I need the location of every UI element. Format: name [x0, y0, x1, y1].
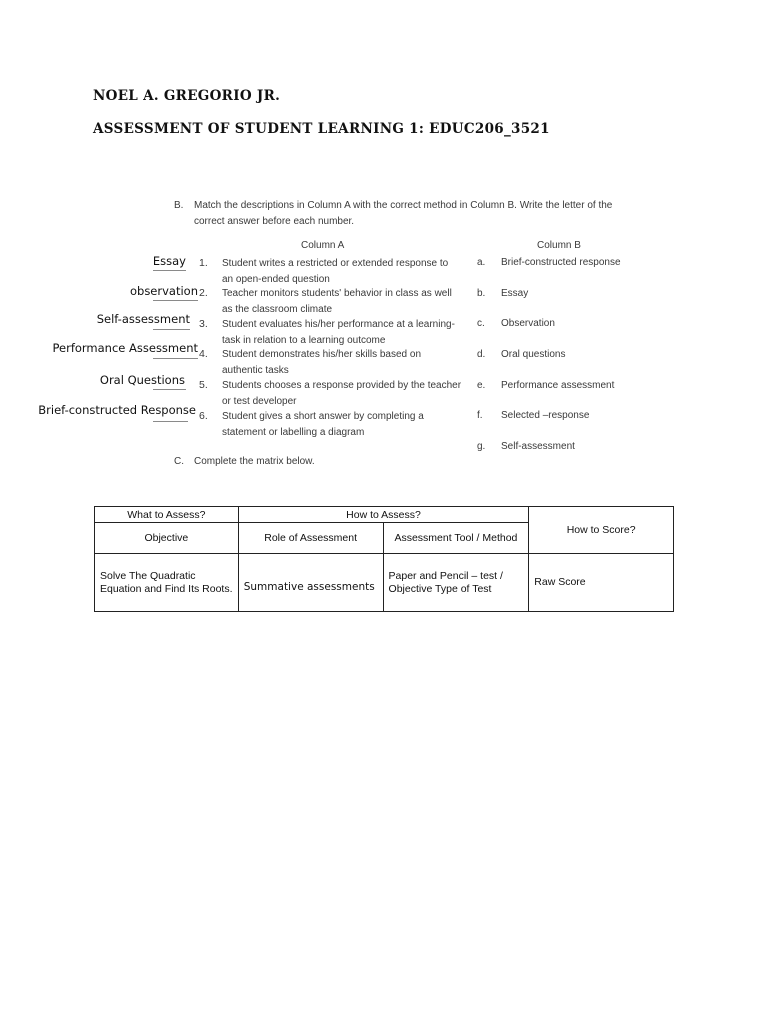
assessment-matrix — [94, 506, 674, 612]
item-3-description: Student evaluates his/her performance at a learning-task in relation to a learning outcome — [222, 319, 455, 346]
answer-6-blank — [153, 421, 188, 422]
item-2-number: 2. — [199, 287, 208, 299]
matrix-group-header-row — [95, 507, 674, 523]
answer-3: Self-assessment — [96, 312, 190, 326]
column-a-title: Column A — [301, 240, 345, 251]
item-1-number: 1. — [199, 257, 208, 269]
item-2-description: Teacher monitors students' behavior in class as well as the classroom climate — [222, 288, 452, 315]
choice-a-text: Brief-constructed response — [501, 257, 621, 268]
answer-5: Oral Questions — [99, 373, 185, 387]
part-c-letter: C. — [174, 456, 184, 467]
part-b-instruction-line2: correct answer before each number. — [194, 216, 355, 227]
header-assessment-tool: Assessment Tool / Method — [383, 523, 529, 554]
choice-b-text: Essay — [501, 288, 529, 299]
answer-4: Performance Assessment — [52, 341, 198, 355]
choice-f-letter: f. — [477, 410, 483, 421]
part-c-instruction: Complete the matrix below. — [194, 456, 315, 467]
choice-e-text: Performance assessment — [501, 380, 615, 391]
header-objective: Objective — [95, 523, 239, 554]
item-4-description: Student demonstrates his/her skills based on authentic tasks — [222, 349, 421, 376]
answer-6: Brief-constructed Response — [38, 403, 196, 417]
choice-g-letter: g. — [477, 441, 486, 452]
cell-score: Raw Score — [529, 554, 674, 612]
part-b-instruction-line1: Match the descriptions in Column A with the correct method in Column B. Write the letter of the — [194, 200, 613, 211]
answer-1-blank — [153, 270, 186, 271]
header-role-of-assessment: Role of Assessment — [238, 523, 383, 554]
choice-b-letter: b. — [477, 288, 486, 299]
choice-f-text: Selected –response — [501, 410, 590, 421]
cell-role: Summative assessments — [238, 554, 383, 612]
cell-objective: Solve The Quadratic Equation and Find Its Roots. — [95, 554, 239, 612]
choice-g-text: Self-assessment — [501, 441, 575, 452]
answer-4-blank — [153, 358, 198, 359]
answer-1: Essay — [152, 254, 186, 268]
item-6-number: 6. — [199, 410, 208, 422]
author-name: NOEL A. GREGORIO JR. — [93, 88, 281, 104]
answer-2-blank — [153, 300, 198, 301]
item-4-number: 4. — [199, 348, 208, 360]
header-how-to-score: How to Score? — [529, 507, 674, 554]
answer-3-blank — [153, 329, 190, 330]
item-5-number: 5. — [199, 379, 208, 391]
choice-d-letter: d. — [477, 349, 486, 360]
answer-5-blank — [153, 389, 186, 390]
cell-tool: Paper and Pencil – test / Objective Type of Test — [383, 554, 529, 612]
choice-c-text: Observation — [501, 318, 555, 329]
item-3-number: 3. — [199, 318, 208, 330]
header-how-to-assess: How to Assess? — [238, 507, 529, 523]
choice-c-letter: c. — [477, 318, 485, 329]
item-6-description: Student gives a short answer by completing a statement or labelling a diagram — [222, 411, 424, 438]
column-b-title: Column B — [537, 240, 581, 251]
choice-a-letter: a. — [477, 257, 486, 268]
answer-2: observation — [129, 284, 198, 298]
item-1-description: Student writes a restricted or extended response to an open-ended question — [222, 258, 449, 285]
header-what-to-assess: What to Assess? — [95, 507, 239, 523]
part-b-letter: B. — [174, 200, 184, 211]
item-5-description: Students chooses a response provided by the teacher or test developer — [222, 380, 462, 407]
choice-e-letter: e. — [477, 380, 486, 391]
matrix-row — [95, 554, 674, 612]
choice-d-text: Oral questions — [501, 349, 566, 360]
course-title: ASSESSMENT OF STUDENT LEARNING 1: EDUC206_3521 — [93, 121, 550, 137]
